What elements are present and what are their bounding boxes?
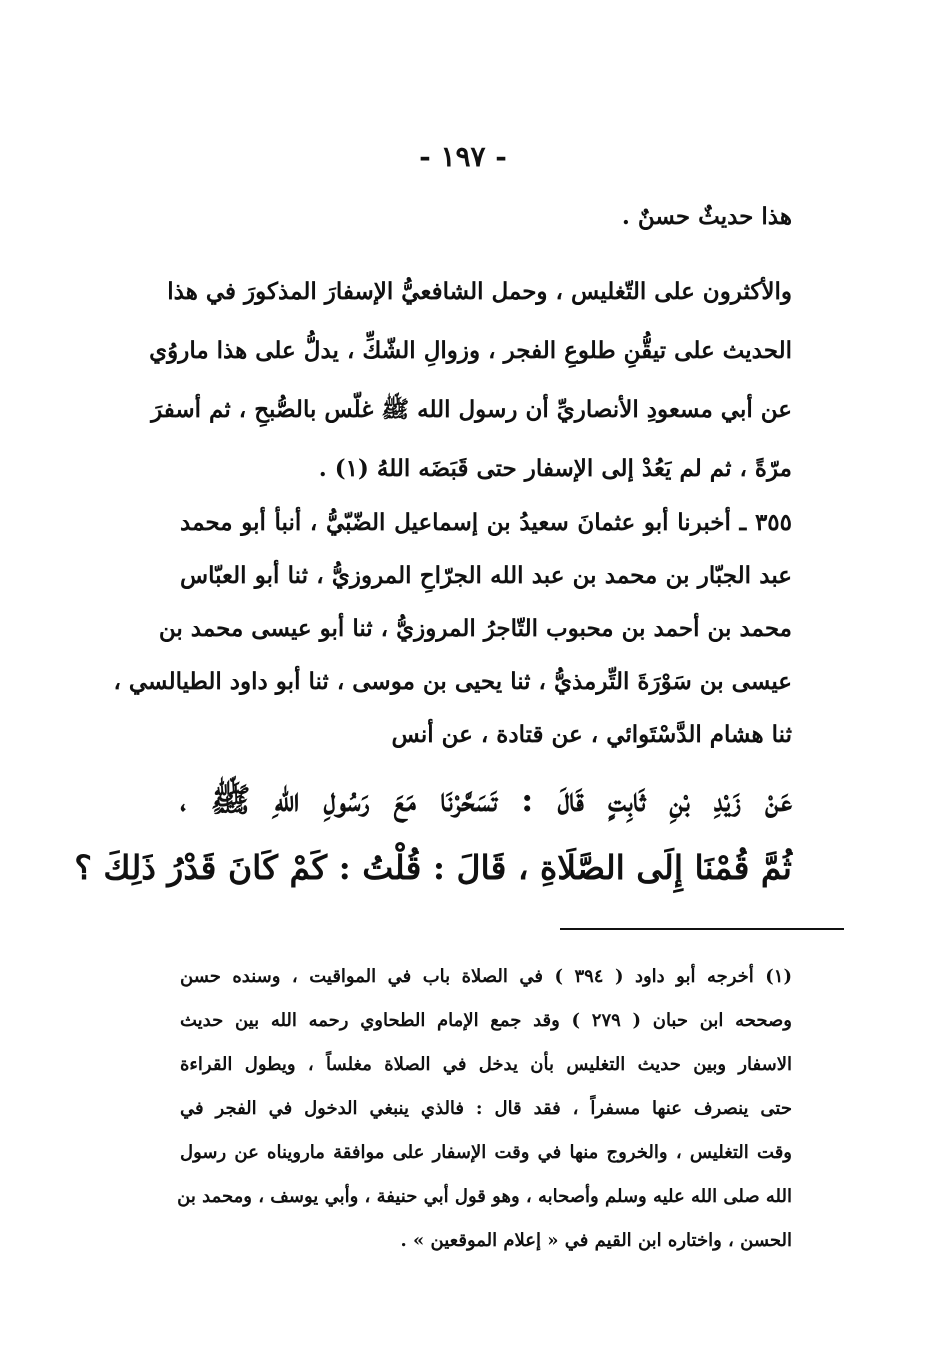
paragraph2-line: ثنا هشام الدَّسْتَوائي ، عن قتادة ، عن أنس (391, 721, 792, 748)
paragraph2-line: عيسى بن سَوْرَةَ التِّرمذيُّ ، ثنا يحيى بن موسى ، ثنا أبو داود الطيالسي ، (113, 668, 792, 695)
hadith-text-block (74, 766, 792, 902)
hadith-line: عَنْ زَيْدِ بْنِ ثَابِتٍ قَالَ : تَسَحَّرْنَا مَعَ رَسُولِ اللهِ ﷺ ، (180, 780, 792, 819)
footnote-separator (560, 928, 844, 930)
paragraph1-line: والأكثرون على التّغليس ، وحمل الشافعيُّ الإسفارَ المذكورَ في هذا (167, 278, 792, 305)
paragraph-commentary (149, 262, 792, 498)
footnote-line: (١) أخرجه أبو داود ( ٣٩٤ ) في الصلاة باب في المواقيت ، وسنده حسن (180, 966, 792, 987)
paragraph1-line: عن أبي مسعودِ الأنصاريِّ أن رسول الله ﷺ غلّس بالصُّبحِ ، ثم أسفرَ (151, 396, 792, 423)
paragraph2-line: عبد الجبّار بن محمد بن عبد الله الجرّاحِ المروزيُّ ، ثنا أبو العبّاس (180, 562, 792, 589)
page-number: - ١٩٧ - (419, 140, 507, 173)
intro-line-block (520, 200, 792, 234)
footnote-line: وصححه ابن حبان ( ٢٧٩ ) وقد جمع الإمام الطحاوي رحمه الله بين حديث (180, 1010, 792, 1031)
footnote-line: حتى ينصرف عنها مسفراً ، فقد قال : فالذي ينبغي الدخول في الفجر في (180, 1098, 792, 1119)
paragraph1-line: مرّةً ، ثم لم يَعُدْ إلى الإسفار حتى قَبَضَه اللهُ (١) . (318, 455, 792, 482)
paragraph2-line: ٣٥٥ ـ أخبرنا أبو عثمانَ سعيدُ بن إسماعيل الضّبّيُّ ، أنبأ أبو محمد (180, 509, 792, 536)
paragraph2-line: محمد بن أحمد بن محبوب التّاجرُ المروزيُّ ، ثنا أبو عيسى محمد بن (158, 615, 792, 642)
hadith-line: ثُمَّ قُمْنَا إِلَى الصَّلَاةِ ، قَالَ : قُلْتُ : كَمْ كَانَ قَدْرُ ذَلِكَ ؟ (74, 848, 792, 887)
footnote-line: الاسفار وبين حديث التغليس بأن يدخل في الصلاة مغلساً ، ويطول القراءة (180, 1054, 792, 1075)
paragraph1-line: الحديث على تيقُّنِ طلوعِ الفجر ، وزوالِ الشّكِّ ، يدلُّ على هذا ماروُي (149, 337, 792, 364)
intro-line: هذا حديثٌ حسنٌ . (621, 203, 792, 230)
footnote-block (177, 955, 792, 1263)
footnote-line: وقت التغليس ، والخروج منها في وقت الإسفار على موافقة مارويناه عن رسول (180, 1142, 792, 1163)
footnote-line: الحسن ، واختاره ابن القيم في « إعلام الموقعين » . (400, 1230, 792, 1251)
footnote-line: الله صلى الله عليه وسلم وأصحابه ، وهو قول أبي حنيفة ، وأبي يوسف ، ومحمد بن (177, 1186, 792, 1207)
paragraph-isnad (113, 496, 792, 761)
